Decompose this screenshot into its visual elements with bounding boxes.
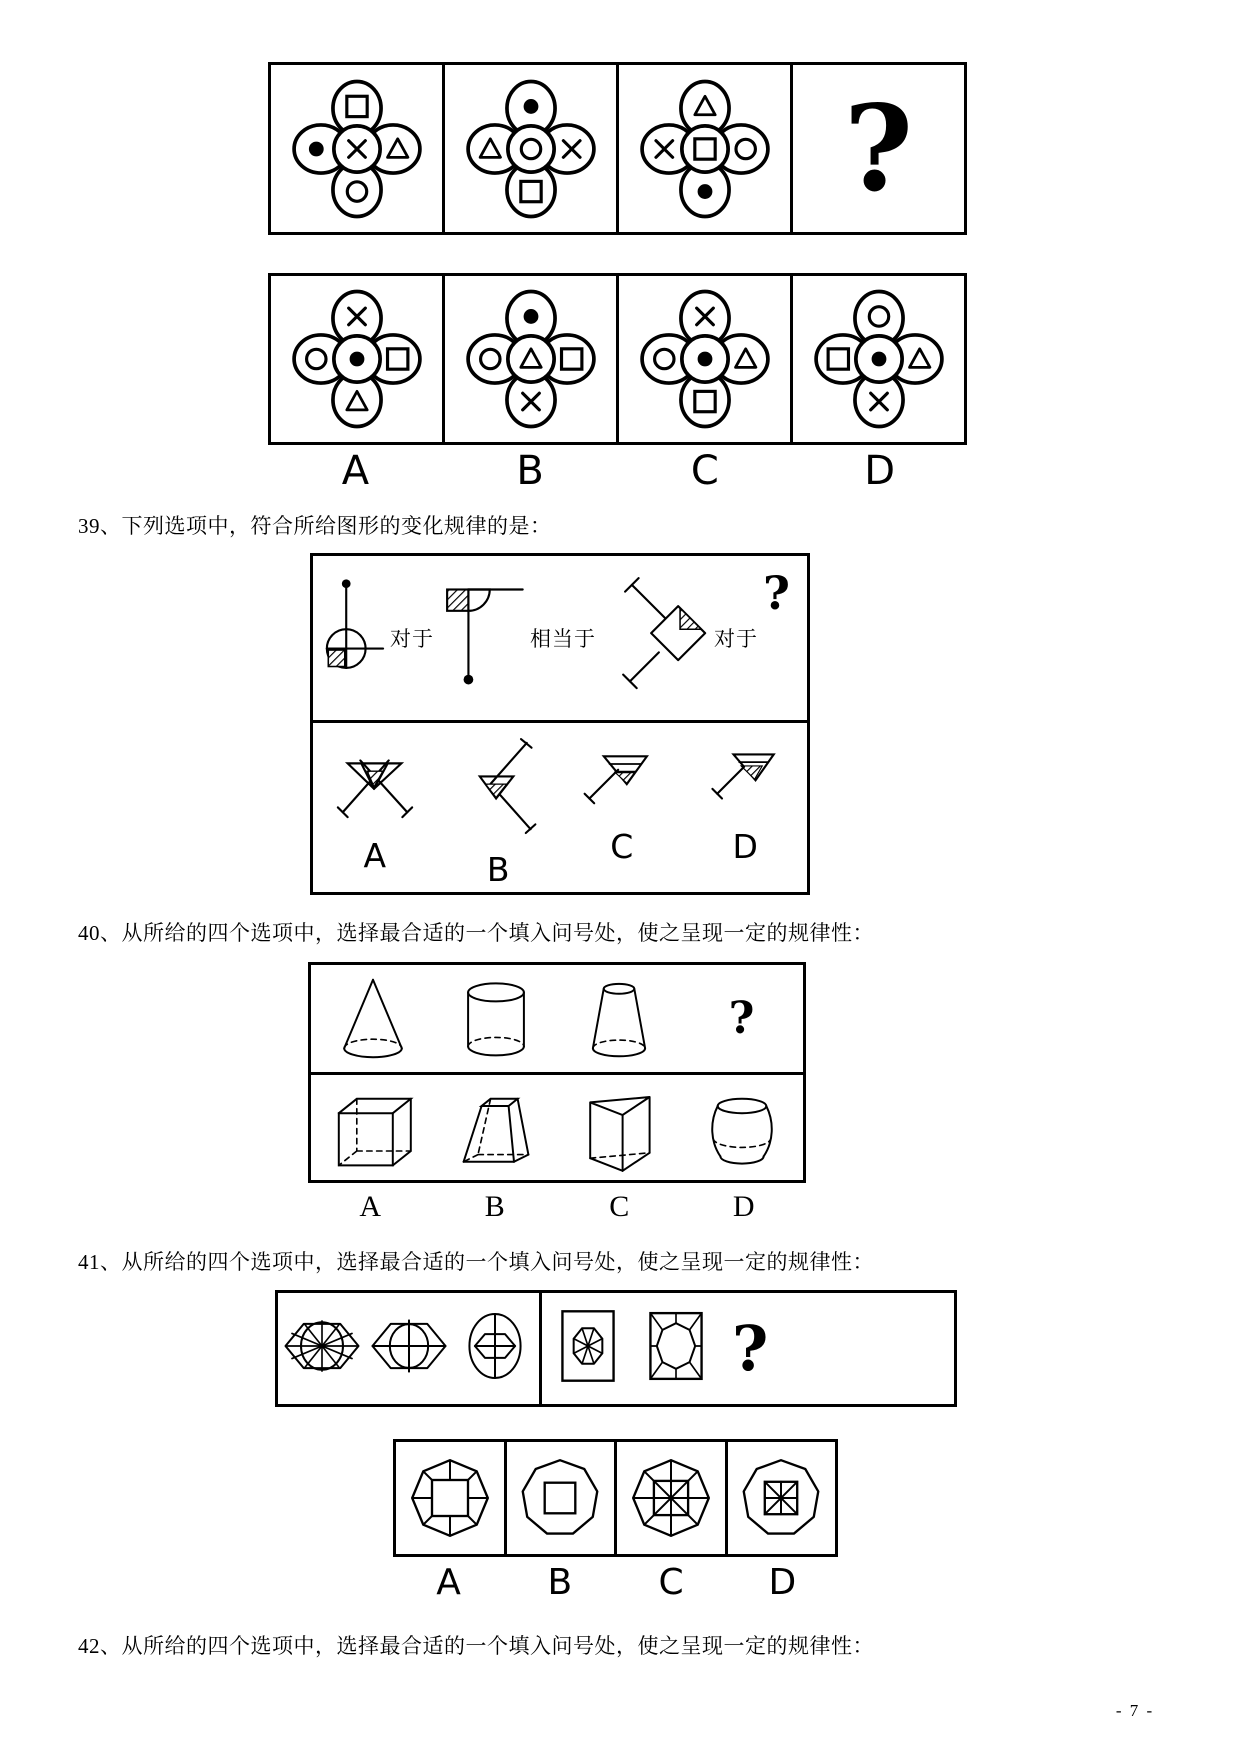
q41-prompt: 从所给的四个选项中，选择最合适的一个填入问号处，使之呈现一定的规律性： (121, 1250, 874, 1274)
q42-prompt: 从所给的四个选项中，选择最合适的一个填入问号处，使之呈现一定的规律性： (121, 1634, 874, 1658)
q39-option-b (437, 737, 561, 889)
q39-figure-box (310, 553, 810, 895)
q41-option-c-figure (617, 1442, 728, 1554)
q38-option-c-figure (619, 276, 793, 442)
q39-option-b-figure (452, 737, 544, 842)
q41-option-label-a: A (436, 1562, 461, 1603)
q40-text (78, 917, 874, 947)
cuboid-figure (311, 1079, 434, 1178)
q40-figure-box (308, 962, 806, 1183)
q39-option-c-figure (576, 737, 668, 819)
q39-stimulus-figure-2 (439, 574, 525, 703)
q38-stimulus-box (268, 62, 967, 235)
q38-option-a-figure (271, 276, 445, 442)
q38-option-d-figure (793, 276, 964, 442)
q41-option-b-figure (507, 1442, 618, 1554)
q38-option-label-c: C (690, 448, 719, 494)
q38-question-mark-cell: ? (843, 78, 914, 218)
q40-question-mark: ? (728, 992, 755, 1044)
bowl-figure (680, 1079, 803, 1178)
q39-option-d-figure (699, 737, 791, 819)
q40-option-label-b: B (484, 1190, 505, 1223)
q42-text (78, 1630, 874, 1660)
q39-stimulus-figure-3 (601, 575, 709, 702)
q39-question-mark: ? (763, 566, 790, 620)
q39-stimulus-figure-1 (321, 574, 385, 703)
q39-option-label-c: C (610, 827, 634, 866)
hexagon-cross-figure (367, 1304, 451, 1393)
q38-option-labels (268, 448, 967, 494)
q39-prompt: 下列选项中，符合所给图形的变化规律的是： (121, 514, 552, 538)
triangular-prism-figure (557, 1079, 680, 1178)
q38-stimulus-cell-1 (271, 65, 445, 232)
q41-text (78, 1246, 874, 1276)
rect-gem-figure (644, 1304, 708, 1393)
q38-stimulus-cell-3 (619, 65, 793, 232)
q39-relation-label-2: 相当于 (530, 627, 596, 651)
q39-relation-label-1: 对于 (390, 627, 434, 651)
q39-option-a-figure (328, 737, 422, 828)
q40-option-label-a: A (359, 1190, 382, 1223)
q41-number: 41、 (78, 1250, 122, 1274)
q39-option-label-d: D (732, 827, 758, 866)
q40-prompt: 从所给的四个选项中，选择最合适的一个填入问号处，使之呈现一定的规律性： (121, 921, 874, 945)
cone-frustum-figure (557, 969, 680, 1068)
q41-figure-box (275, 1290, 957, 1407)
q39-option-label-b: B (486, 850, 510, 889)
q41-options-box (393, 1439, 838, 1557)
q39-option-label-a: A (363, 836, 387, 875)
page-number: - 7 - (1115, 1701, 1155, 1720)
q38-stimulus-cell-2 (445, 65, 619, 232)
cylinder-figure (434, 969, 557, 1068)
pyramid-frustum-figure (434, 1079, 557, 1178)
q41-option-labels (393, 1562, 838, 1603)
q41-group1 (278, 1293, 542, 1404)
q39-option-a (313, 737, 437, 875)
hexagon-spokes-figure (280, 1304, 364, 1393)
cone-figure (311, 969, 434, 1068)
q40-options-row (311, 1075, 803, 1182)
q40-option-label-c: C (609, 1190, 630, 1223)
q41-option-label-c: C (658, 1562, 684, 1603)
q39-option-c (560, 737, 684, 866)
q41-group2 (542, 1293, 954, 1404)
q40-option-labels (308, 1190, 806, 1224)
q39-relation-label-3: 对于 (714, 627, 758, 651)
q40-number: 40、 (78, 921, 122, 945)
q39-option-d (684, 737, 808, 866)
q41-option-d-figure (728, 1442, 836, 1554)
ellipse-hexagon-figure (453, 1304, 537, 1393)
q38-option-label-d: D (864, 448, 896, 494)
q39-stimulus-strip (313, 556, 807, 723)
q41-option-label-b: B (547, 1562, 573, 1603)
q42-number: 42、 (78, 1634, 122, 1658)
q41-option-label-d: D (768, 1562, 797, 1603)
q38-option-label-a: A (341, 448, 370, 494)
q38-options-box (268, 273, 967, 445)
q39-options-row (313, 723, 807, 892)
q40-stimulus-row (311, 965, 803, 1075)
q39-number: 39、 (78, 514, 122, 538)
q40-option-label-d: D (732, 1190, 755, 1223)
q41-question-mark: ? (732, 1311, 769, 1385)
q38-option-label-b: B (516, 448, 544, 494)
q41-option-a-figure (396, 1442, 507, 1554)
rect-octagon-spokes-figure (556, 1304, 620, 1393)
q38-option-b-figure (445, 276, 619, 442)
q39-text (78, 510, 552, 540)
